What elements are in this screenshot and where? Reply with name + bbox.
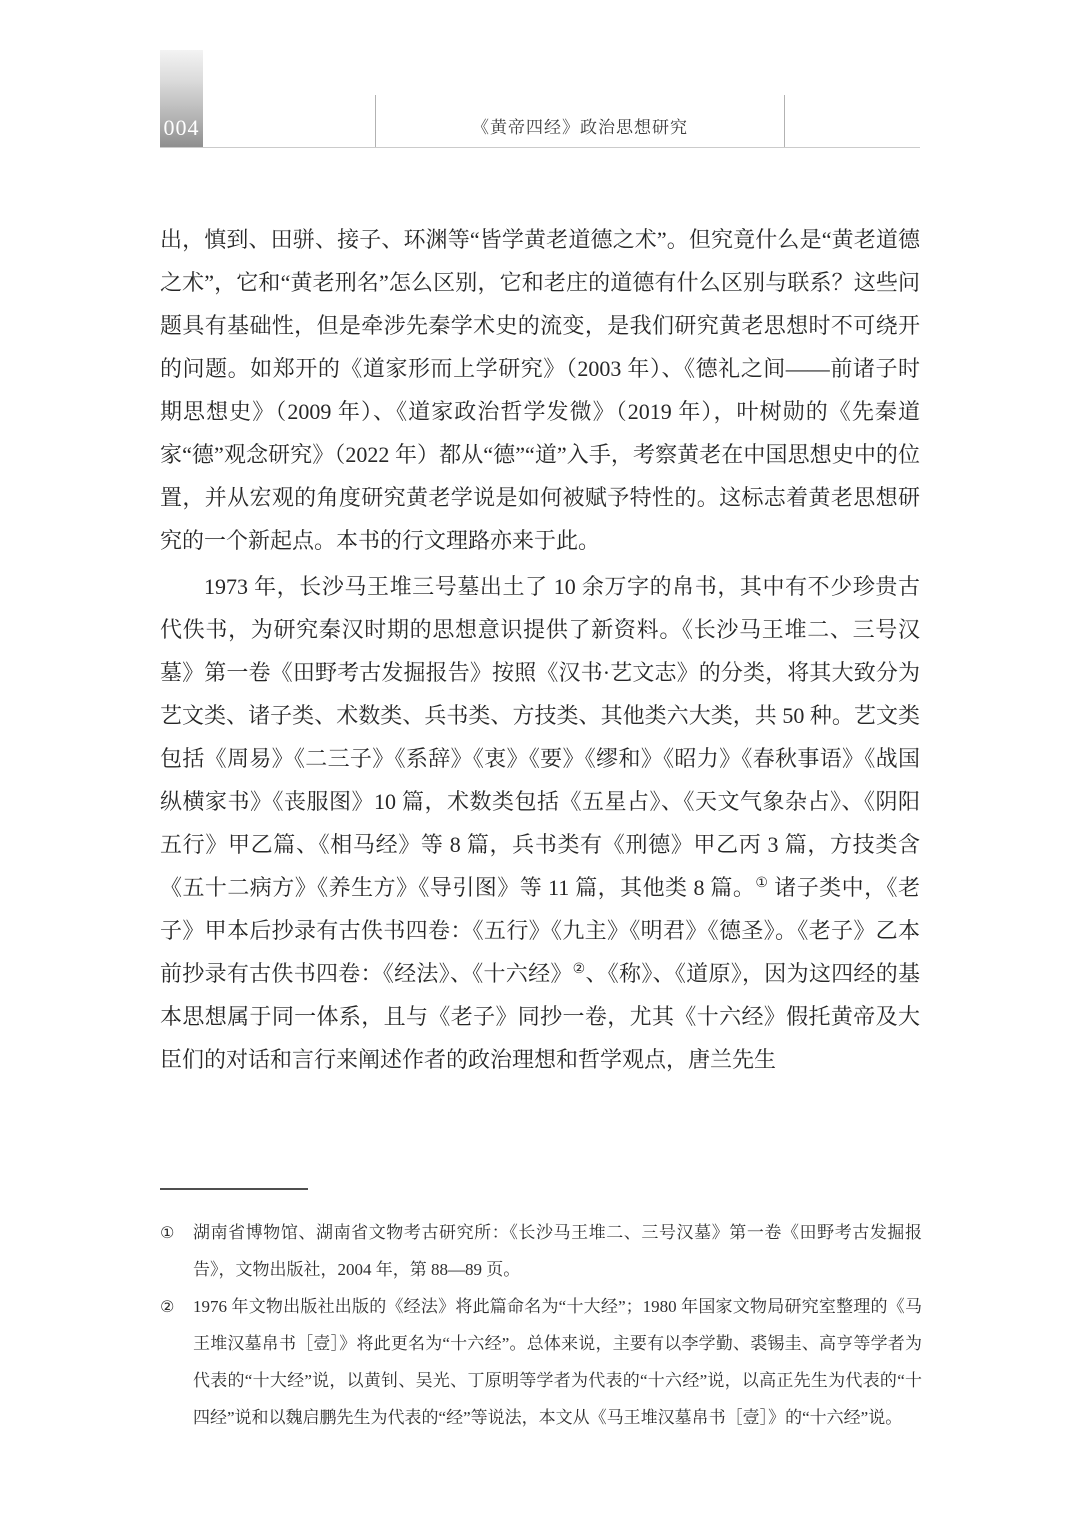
footnote-item xyxy=(160,1214,922,1288)
footnote-item xyxy=(160,1288,922,1436)
header-rule xyxy=(160,147,920,148)
paragraph-text: 出，慎到、田骈、接子、环渊等“皆学黄老道德之术”。但究竟什么是“黄老道德之术”，它和“黄老刑名”怎么区别，它和老庄的道德有什么区别与联系？这些问题具有基础性，但是牵涉先秦学术史的流变，是我们研究黄老思想时不可绕开的问题。如郑开的《道家形而上学研究》（2003 年）、《德礼之间——前诸子时期思想史》（2009 年）、《道家政治哲学发微》（2019 年），叶树勋的《先秦道家“德”观念研究》（2022 年）都从“德”“道”入手，考察黄老在中国思想史中的位置，并从宏观的角度研究黄老学说是如何被赋予特性的。这标志着黄老思想研究的一个新起点。本书的行文理路亦来于此。 xyxy=(160,227,920,553)
paragraph xyxy=(160,218,920,562)
footnote-marker: ① xyxy=(160,1223,175,1242)
footnotes-list xyxy=(160,1214,922,1436)
footnote-text: 湖南省博物馆、湖南省文物考古研究所：《长沙马王堆二、三号汉墓》第一卷《田野考古发掘报告》，文物出版社，2004 年，第 88—89 页。 xyxy=(193,1223,922,1279)
footnote-reference: ① xyxy=(755,875,769,891)
paragraph xyxy=(160,565,920,1081)
footnote-text: 1976 年文物出版社出版的《经法》将此篇命名为“十大经”；1980 年国家文物局研究室整理的《马王堆汉墓帛书［壹］》将此更名为“十六经”。总体来说，主要有以李学勤、裘锡圭、高亨等学者为代表的“十大经”说，以黄钊、吴光、丁原明等学者为代表的“十六经”说，以高正先生为代表的“十四经”说和以魏启鹏先生为代表的“经”等说法，本文从《马王堆汉墓帛书［壹］》的“十六经”说。 xyxy=(193,1297,922,1427)
paragraph-text: 1973 年，长沙马王堆三号墓出土了 10 余万字的帛书，其中有不少珍贵古代佚书，为研究秦汉时期的思想意识提供了新资料。《长沙马王堆二、三号汉墓》第一卷《田野考古发掘报告》按照《汉书·艺文志》的分类，将其大致分为艺文类、诸子类、术数类、兵书类、方技类、其他类六大类，共 50 种。艺文类包括《周易》《二三子》《系辞》《衷》《要》《缪和》《昭力》《春秋事语》《战国纵横家书》《丧服图》10 篇，术数类包括《五星占》、《天文气象杂占》、《阴阳五行》甲乙篇、《相马经》等 8 篇，兵书类有《刑德》甲乙丙 3 篇，方技类含《五十二病方》《养生方》《导引图》等 11 篇，其他类 8 篇。 xyxy=(160,574,920,900)
paragraph-text: 、《称》、《道原》，因为这四经的基本思想属于同一体系，且与《老子》同抄一卷，尤其《十六经》假托黄帝及大臣们的对话和言行来阐述作者的政治理想和哲学观点，唐兰先生 xyxy=(160,961,920,1072)
page-number: 004 xyxy=(163,115,200,140)
running-head-title: 《黄帝四经》政治思想研究 xyxy=(472,118,688,137)
footnote-reference: ② xyxy=(572,961,586,977)
footnote-marker: ② xyxy=(160,1297,175,1316)
header-divider-right xyxy=(784,95,785,147)
body-text xyxy=(160,218,920,1081)
page-number-bar xyxy=(160,50,203,148)
body-paragraphs xyxy=(160,218,920,1081)
footnote-rule xyxy=(160,1188,308,1190)
paragraph-text: 诸子类中，《老子》甲本后抄录有古佚书四卷：《五行》《九主》《明君》《德圣》。《老子》乙本前抄录有古佚书四卷：《经法》、《十六经》 xyxy=(160,875,920,986)
footnotes-section xyxy=(160,1188,922,1436)
